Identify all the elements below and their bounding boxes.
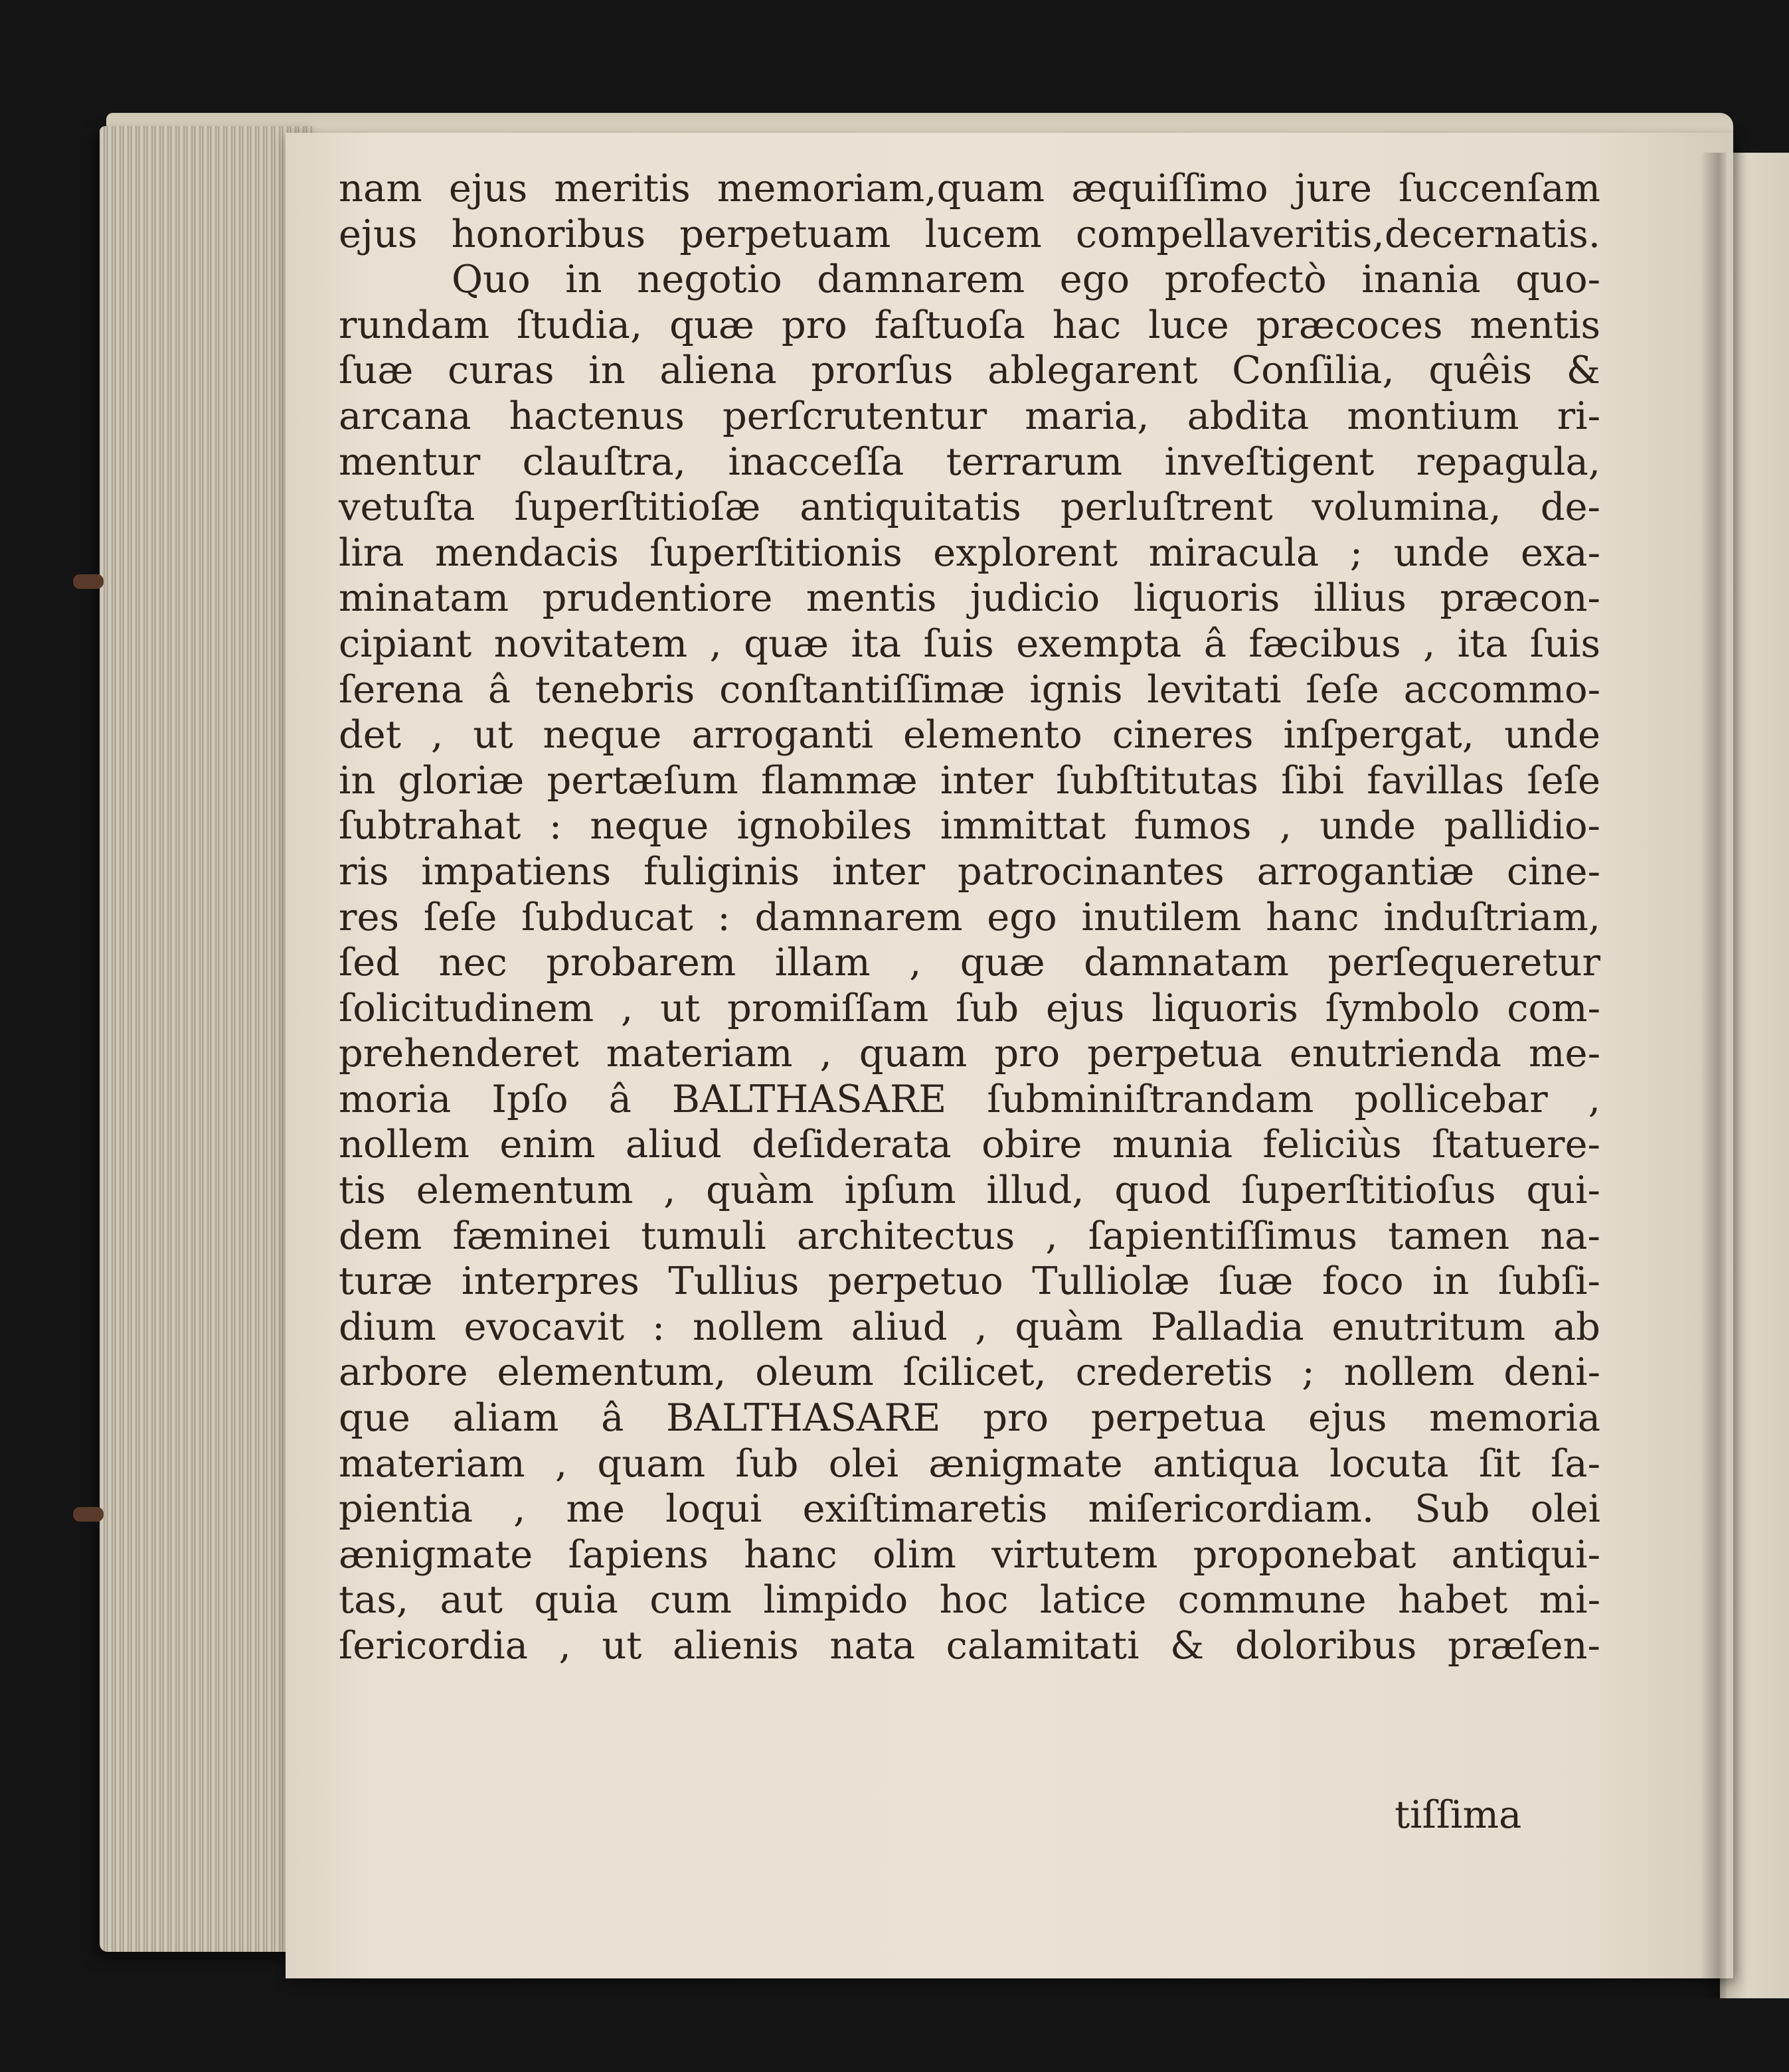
text-line: arcana hactenus perſcrutentur maria, abdita montium ri- bbox=[339, 393, 1600, 438]
text-line: tis elementum , quàm ipſum illud, quod ſuperſtitioſus qui- bbox=[339, 1168, 1600, 1213]
text-line: ris impatiens fuliginis inter patrocinantes arrogantiæ cine- bbox=[339, 848, 1600, 894]
text-line: ſuæ curas in aliena prorſus ablegarent Conſilia, quêis & bbox=[339, 348, 1600, 393]
binding-peg bbox=[73, 1507, 104, 1522]
text-line: ænigmate ſapiens hanc olim virtutem proponebat antiqui- bbox=[339, 1532, 1600, 1577]
text-line: arbore elementum, oleum ſcilicet, crederetis ; nollem deni- bbox=[339, 1350, 1600, 1395]
text-line: res ſeſe ſubducat : damnarem ego inutilem hanc induſtriam, bbox=[339, 894, 1600, 939]
text-line: minatam prudentiore mentis judicio liquoris illius præcon- bbox=[339, 576, 1600, 621]
text-line: ſericordia , ut alienis nata calamitati & doloribus præſen- bbox=[339, 1623, 1600, 1668]
gutter-shadow bbox=[1700, 153, 1727, 1998]
book-page-edges bbox=[100, 126, 312, 1952]
text-line: prehenderet materiam , quam pro perpetua enutrienda me- bbox=[339, 1031, 1600, 1076]
text-line: moria Ipſo â BALTHASARE ſubminiſtrandam pollicebar , bbox=[339, 1076, 1600, 1121]
text-line: rundam ſtudia, quæ pro faſtuoſa hac luce præcoces mentis bbox=[339, 302, 1600, 347]
text-line: ſolicitudinem , ut promiſſam ſub ejus liquoris ſymbolo com- bbox=[339, 985, 1600, 1030]
text-line: nollem enim aliud deſiderata obire munia feliciùs ſtatuere- bbox=[339, 1122, 1600, 1167]
text-line: det , ut neque arroganti elemento cineres inſpergat, unde bbox=[339, 712, 1600, 757]
text-line: ſubtrahat : neque ignobiles immittat fumos , unde pallidio- bbox=[339, 803, 1600, 848]
binding-peg bbox=[73, 574, 104, 589]
text-line: turæ interpres Tullius perpetuo Tulliolæ ſuæ foco in ſubſi- bbox=[339, 1259, 1600, 1304]
text-line: ſerena â tenebris conſtantiſſimæ ignis levitati ſeſe accommo- bbox=[339, 667, 1600, 712]
text-line: ſed nec probarem illam , quæ damnatam perſequeretur bbox=[339, 940, 1600, 985]
text-line: vetuſta ſuperſtitioſæ antiquitatis perluſtrent volumina, de- bbox=[339, 485, 1600, 530]
text-line: dium evocavit : nollem aliud , quàm Palladia enutritum ab bbox=[339, 1304, 1600, 1349]
text-line: nam ejus meritis memoriam,quam æquiſſimo jure ſuccenſam bbox=[339, 166, 1600, 210]
text-line: que aliam â BALTHASARE pro perpetua ejus memoria bbox=[339, 1395, 1600, 1441]
text-line: cipiant novitatem , quæ ita ſuis exempta â fæcibus , ita ſuis bbox=[339, 621, 1600, 666]
text-line: Quo in negotio damnarem ego profectò inania quo- bbox=[452, 257, 1600, 302]
text-line: mentur clauſtra, inacceſſa terrarum inveſtigent repagula, bbox=[339, 439, 1600, 484]
text-line: ejus honoribus perpetuam lucem compellaveritis,decernatis. bbox=[339, 211, 1600, 256]
text-line: in gloriæ pertæſum flammæ inter ſubſtitutas ſibi favillas ſeſe bbox=[339, 757, 1600, 803]
text-line: lira mendacis ſuperſtitionis explorent miracula ; unde exa- bbox=[339, 530, 1600, 575]
text-line: materiam , quam ſub olei ænigmate antiqua locuta ſit ſa- bbox=[339, 1441, 1600, 1486]
body-text bbox=[339, 166, 1600, 1669]
text-line: tas, aut quia cum limpido hoc latice commune habet mi- bbox=[339, 1577, 1600, 1623]
catchword: tiſſima bbox=[1395, 1793, 1522, 1837]
text-line: dem fæminei tumuli architectus , ſapientiſſimus tamen na- bbox=[339, 1213, 1600, 1258]
text-line: pientia , me loqui exiſtimaretis miſericordiam. Sub olei bbox=[339, 1486, 1600, 1532]
